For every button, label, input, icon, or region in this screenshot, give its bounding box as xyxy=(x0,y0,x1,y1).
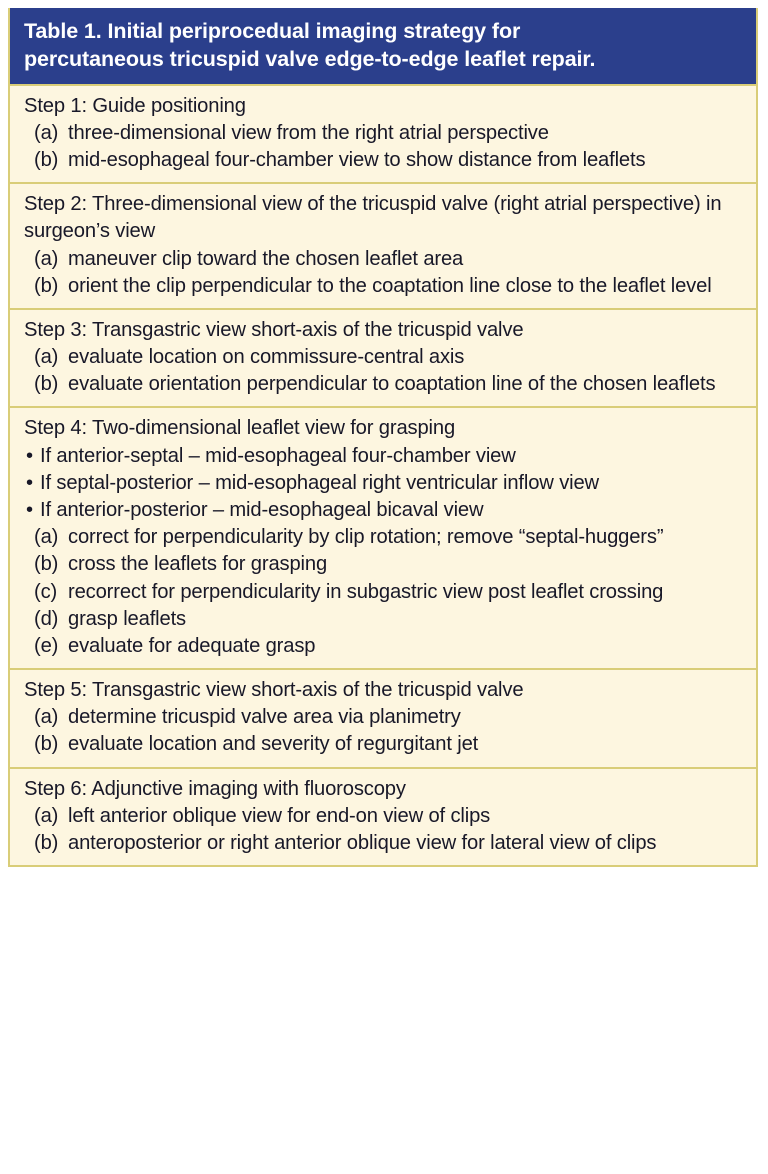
sub-item-label: (a) xyxy=(34,706,59,729)
table-row xyxy=(10,182,756,308)
table-caption-line-2: percutaneous tricuspid valve edge-to-edge leaflet repair. xyxy=(24,47,596,72)
sub-item xyxy=(24,147,746,174)
sub-item xyxy=(24,371,746,398)
imaging-strategy-table xyxy=(8,8,758,867)
sub-item xyxy=(24,633,746,660)
sub-item-text: left anterior oblique view for end-on view of clips xyxy=(68,804,491,827)
sub-item-label: (a) xyxy=(34,121,59,144)
step-title: Step 3: Transgastric view short-axis of the tricuspid valve xyxy=(24,318,524,341)
sub-item-text: evaluate location and severity of regurgitant jet xyxy=(68,733,479,756)
sub-item xyxy=(24,704,746,731)
sub-item xyxy=(24,273,746,300)
bullet-item xyxy=(24,497,746,524)
bullet-text: If septal-posterior – mid-esophageal right ventricular inflow view xyxy=(40,471,599,494)
lettered-sub-list xyxy=(24,344,746,398)
table-body xyxy=(10,84,756,865)
sub-item-text: cross the leaflets for grasping xyxy=(68,553,328,576)
table-caption-line-1: Table 1. Initial periprocedual imaging strategy for xyxy=(24,19,521,43)
sub-item-text: grasp leaflets xyxy=(68,607,186,630)
sub-item-label: (b) xyxy=(34,274,59,297)
step-title: Step 1: Guide positioning xyxy=(24,94,246,117)
sub-item-label: (d) xyxy=(34,607,59,630)
sub-item-label: (b) xyxy=(34,733,59,756)
sub-item-text: evaluate orientation perpendicular to coaptation line of the chosen leaflets xyxy=(68,373,716,396)
table-caption xyxy=(10,8,756,84)
bullet-list xyxy=(24,443,746,525)
table-row xyxy=(10,308,756,407)
sub-item-label: (c) xyxy=(34,580,58,603)
table-row xyxy=(10,84,756,183)
sub-item-label: (a) xyxy=(34,247,59,270)
sub-item xyxy=(24,551,746,578)
sub-item-label: (a) xyxy=(34,346,59,369)
lettered-sub-list xyxy=(24,803,746,857)
sub-item-text: maneuver clip toward the chosen leaflet area xyxy=(68,247,464,270)
sub-item-label: (e) xyxy=(34,634,59,657)
step-title: Step 2: Three-dimensional view of the tricuspid valve (right atrial perspective) in surgeon’s view xyxy=(24,193,722,243)
sub-item xyxy=(24,731,746,758)
sub-item xyxy=(24,803,746,830)
bullet-text: If anterior-septal – mid-esophageal four-chamber view xyxy=(40,444,516,467)
sub-item-text: orient the clip perpendicular to the coaptation line close to the leaflet level xyxy=(68,274,712,297)
sub-item xyxy=(24,579,746,606)
sub-item xyxy=(24,606,746,633)
sub-item-text: determine tricuspid valve area via planimetry xyxy=(68,706,461,729)
sub-item-text: mid-esophageal four-chamber view to show distance from leaflets xyxy=(68,149,646,172)
sub-item xyxy=(24,830,746,857)
sub-item-text: evaluate for adequate grasp xyxy=(68,634,316,657)
lettered-sub-list xyxy=(24,524,746,660)
sub-item-label: (a) xyxy=(34,526,59,549)
bullet-item xyxy=(24,443,746,470)
bullet-item xyxy=(24,470,746,497)
bullet-dot-icon: • xyxy=(26,471,33,494)
sub-item-text: evaluate location on commissure-central axis xyxy=(68,346,465,369)
sub-item-label: (b) xyxy=(34,149,59,172)
step-title: Step 6: Adjunctive imaging with fluoroscopy xyxy=(24,777,406,800)
sub-item xyxy=(24,120,746,147)
sub-item-text: recorrect for perpendicularity in subgastric view post leaflet crossing xyxy=(68,580,664,603)
sub-item-label: (a) xyxy=(34,804,59,827)
table-row xyxy=(10,767,756,866)
sub-item-label: (b) xyxy=(34,831,59,854)
sub-item-label: (b) xyxy=(34,373,59,396)
step-title: Step 4: Two-dimensional leaflet view for grasping xyxy=(24,417,456,440)
lettered-sub-list xyxy=(24,120,746,174)
bullet-text: If anterior-posterior – mid-esophageal bicaval view xyxy=(40,498,484,521)
step-title: Step 5: Transgastric view short-axis of the tricuspid valve xyxy=(24,679,524,702)
sub-item-text: correct for perpendicularity by clip rotation; remove “septal-huggers” xyxy=(68,526,664,549)
lettered-sub-list xyxy=(24,246,746,300)
sub-item-label: (b) xyxy=(34,553,59,576)
sub-item-text: three-dimensional view from the right atrial perspective xyxy=(68,121,549,144)
sub-item xyxy=(24,524,746,551)
table-row xyxy=(10,406,756,668)
sub-item xyxy=(24,344,746,371)
lettered-sub-list xyxy=(24,704,746,758)
sub-item xyxy=(24,246,746,273)
bullet-dot-icon: • xyxy=(26,444,33,467)
sub-item-text: anteroposterior or right anterior oblique view for lateral view of clips xyxy=(68,831,657,854)
bullet-dot-icon: • xyxy=(26,498,33,521)
table-row xyxy=(10,668,756,767)
